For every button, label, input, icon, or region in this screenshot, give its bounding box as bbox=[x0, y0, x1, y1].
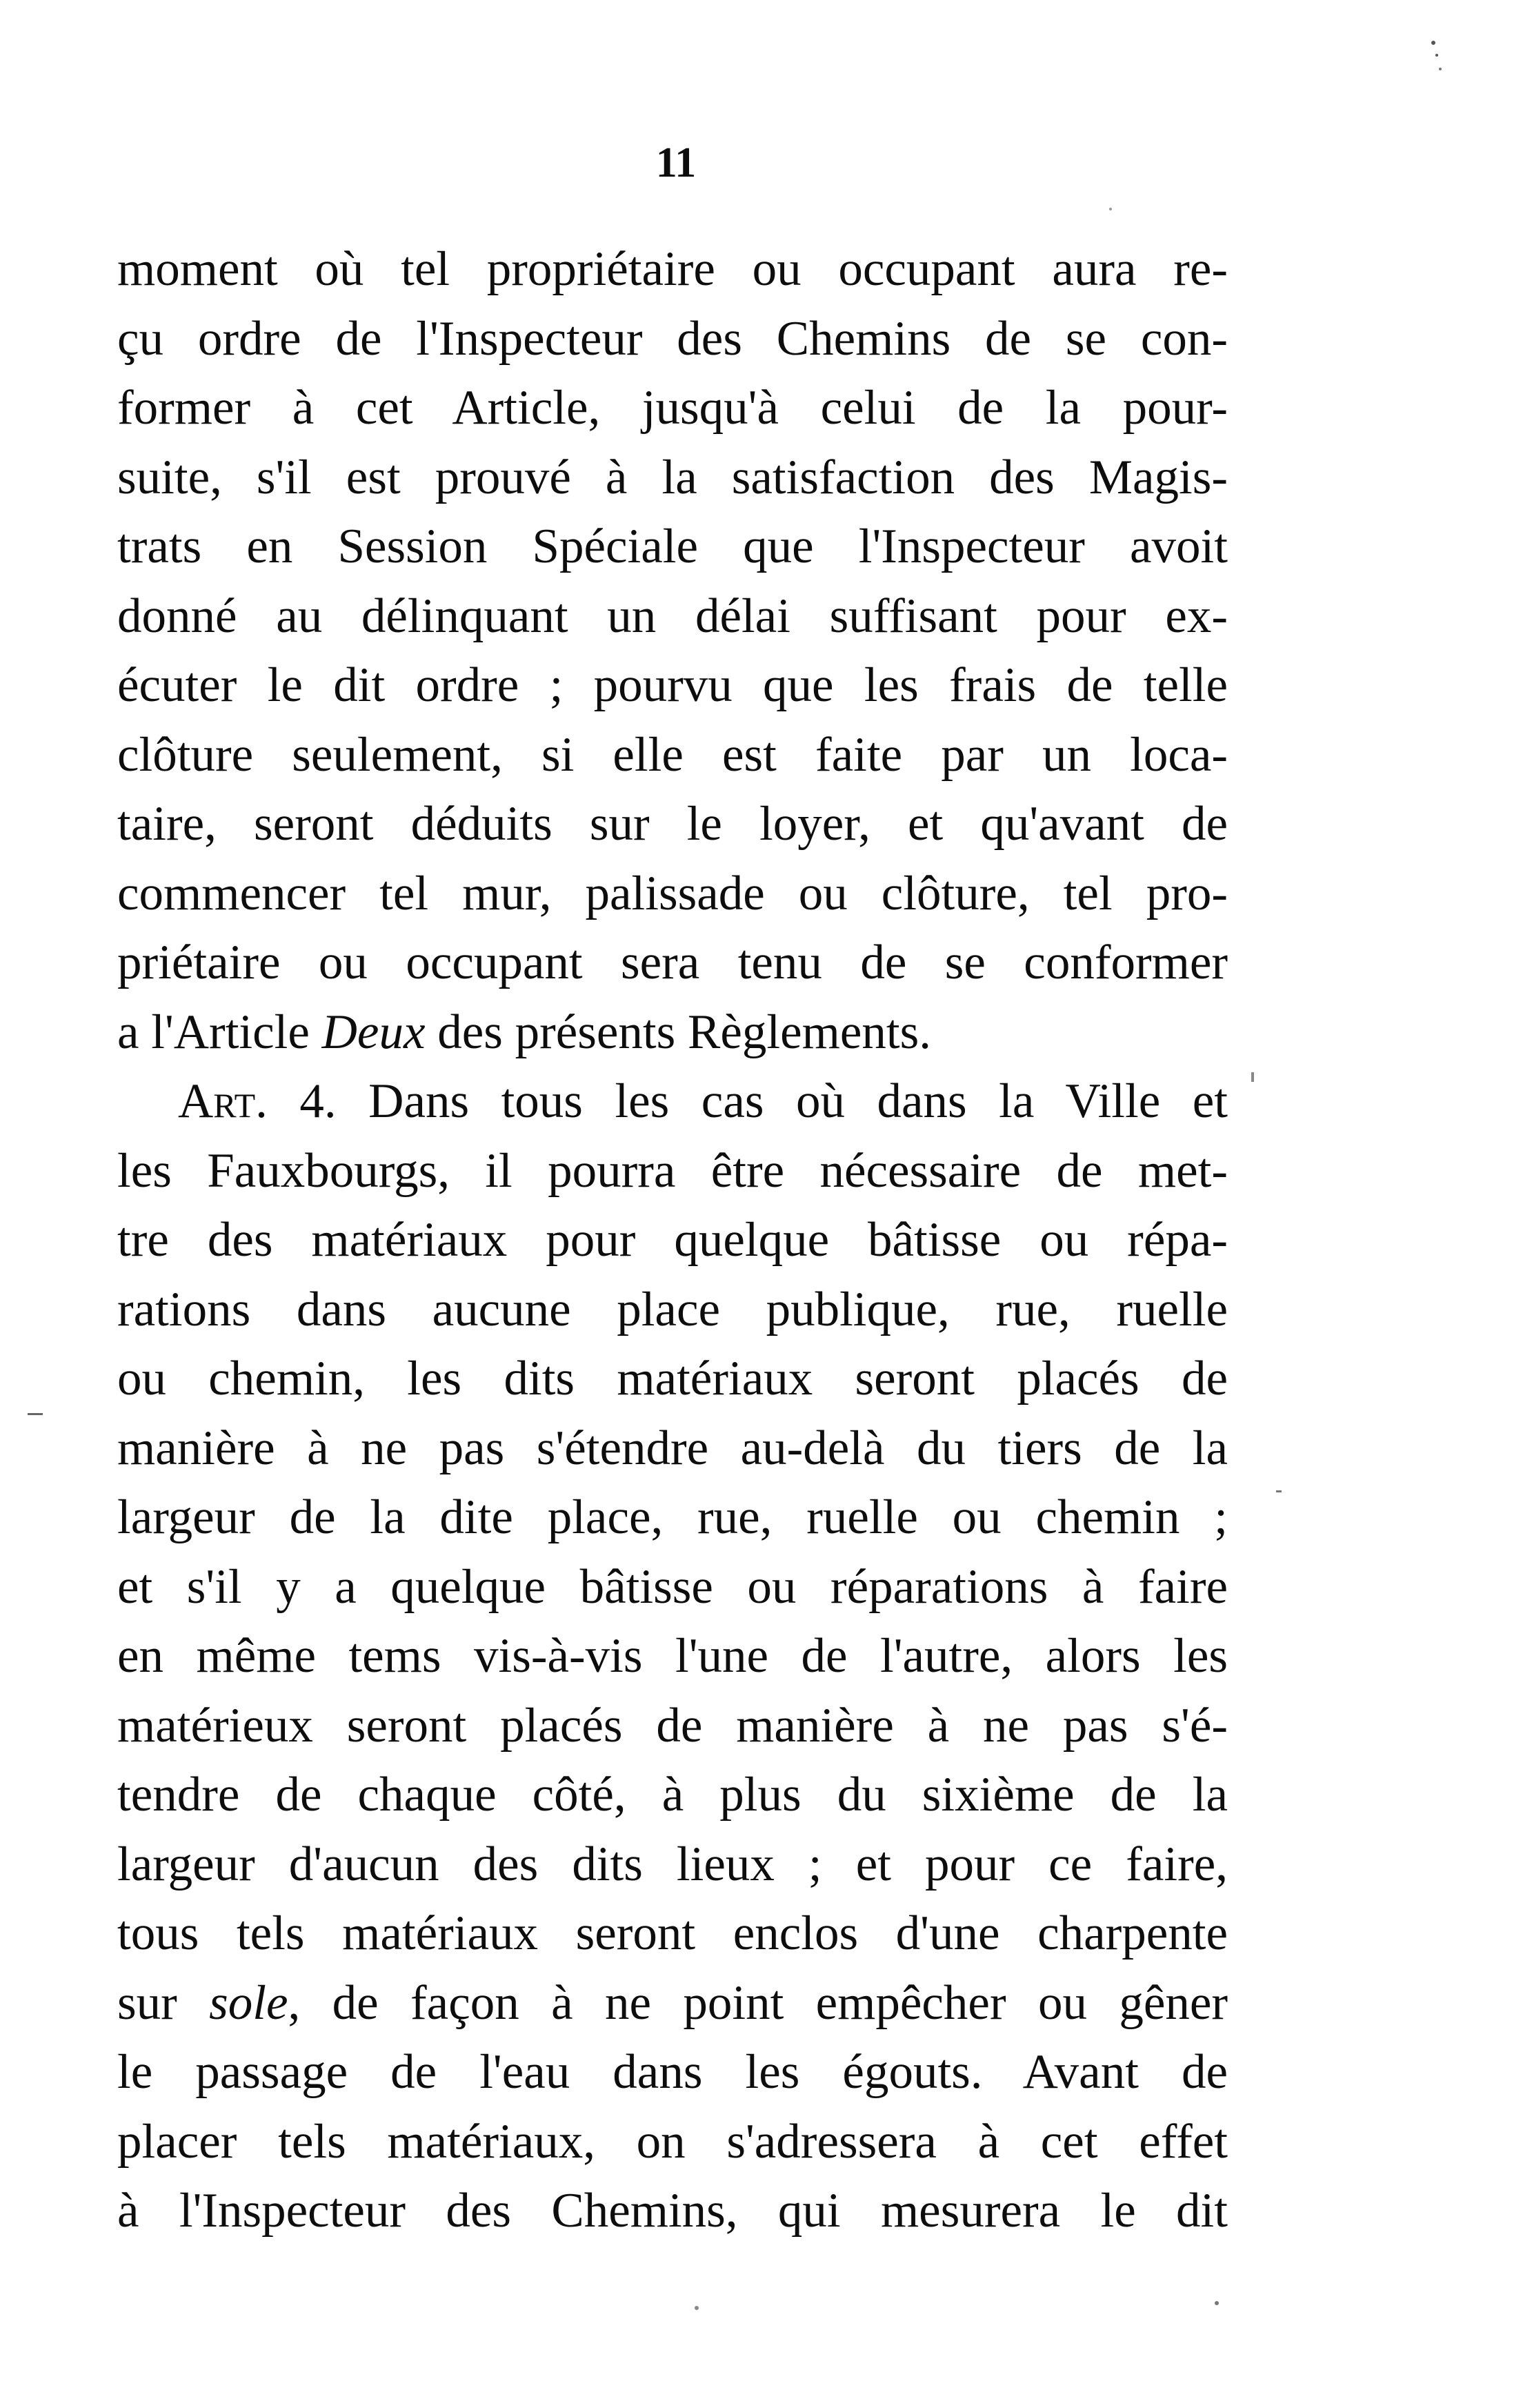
text-line: manière à ne pas s'étendre au-delà du tiers de la bbox=[117, 1421, 1228, 1475]
text-line: placer tels matériaux, on s'adressera à cet effet bbox=[117, 2114, 1228, 2169]
text-line: ou chemin, les dits matériaux seront placés de bbox=[117, 1352, 1228, 1405]
text-line: priétaire ou occupant sera tenu de se conformer bbox=[117, 936, 1228, 989]
text-line: tre des matériaux pour quelque bâtisse ou répa- bbox=[117, 1213, 1228, 1267]
text-line: çu ordre de l'Inspecteur des Chemins de se con- bbox=[117, 311, 1228, 366]
text-line: suite, s'il est prouvé à la satisfaction des Magis- bbox=[117, 450, 1228, 504]
text-line: moment où tel propriétaire ou occupant aura re- bbox=[117, 242, 1228, 296]
body-text bbox=[117, 235, 1228, 2246]
speck bbox=[695, 2306, 699, 2310]
text-line: donné au délinquant un délai suffisant pour ex- bbox=[117, 589, 1228, 643]
text-line: et s'il y a quelque bâtisse ou réparations à faire bbox=[117, 1559, 1228, 1614]
text-line: clôture seulement, si elle est faite par un loca- bbox=[117, 727, 1228, 782]
article-heading-line bbox=[117, 1067, 1228, 1136]
text-line: en même tems vis-à-vis l'une de l'autre, alors les bbox=[117, 1629, 1228, 1683]
article-label: Art. bbox=[178, 1074, 268, 1128]
text-line: écuter le dit ordre ; pourvu que les frais de telle bbox=[117, 658, 1228, 712]
speck bbox=[1251, 1072, 1254, 1082]
text-line: former à cet Article, jusqu'à celui de la pour- bbox=[117, 381, 1228, 435]
speck bbox=[1435, 54, 1438, 57]
text-run: des présents Règlements. bbox=[425, 1005, 931, 1059]
article-text: 4. Dans tous les cas où dans la Ville et bbox=[267, 1074, 1228, 1128]
text-line: commencer tel mur, palissade ou clôture, tel pro- bbox=[117, 866, 1228, 920]
text-run: sur bbox=[117, 1975, 210, 2030]
text-line: tendre de chaque côté, à plus du sixième de la bbox=[117, 1768, 1228, 1822]
text-line-italic-sole bbox=[117, 1968, 1228, 2038]
italic-word: Deux bbox=[321, 1005, 426, 1059]
speck bbox=[28, 1413, 43, 1415]
speck bbox=[1431, 41, 1435, 45]
speck bbox=[1439, 68, 1442, 70]
page-number: 11 bbox=[655, 139, 697, 186]
speck bbox=[1215, 2301, 1219, 2305]
text-line: tous tels matériaux seront enclos d'une charpente bbox=[117, 1906, 1228, 1960]
text-line: à l'Inspecteur des Chemins, qui mesurera le dit bbox=[117, 2184, 1228, 2238]
text-line: largeur de la dite place, rue, ruelle ou chemin ; bbox=[117, 1490, 1228, 1544]
text-line: trats en Session Spéciale que l'Inspecteur avoit bbox=[117, 520, 1228, 573]
text-line: rations dans aucune place publique, rue, ruelle bbox=[117, 1282, 1228, 1336]
speck bbox=[1276, 1490, 1282, 1492]
text-run: a l'Article bbox=[117, 1005, 322, 1059]
text-line: les Fauxbourgs, il pourra être nécessaire de met- bbox=[117, 1143, 1228, 1198]
text-line-article-reference bbox=[117, 998, 1228, 1067]
text-line: taire, seront déduits sur le loyer, et qu'avant de bbox=[117, 797, 1228, 851]
speck bbox=[1109, 208, 1112, 210]
text-line: matérieux seront placés de manière à ne pas s'é- bbox=[117, 1698, 1228, 1753]
italic-word: sole bbox=[209, 1975, 288, 2030]
text-line: le passage de l'eau dans les égouts. Avant de bbox=[117, 2045, 1228, 2099]
text-line: largeur d'aucun des dits lieux ; et pour ce faire, bbox=[117, 1837, 1228, 1891]
text-run: , de façon à ne point empêcher ou gêner bbox=[288, 1975, 1228, 2030]
